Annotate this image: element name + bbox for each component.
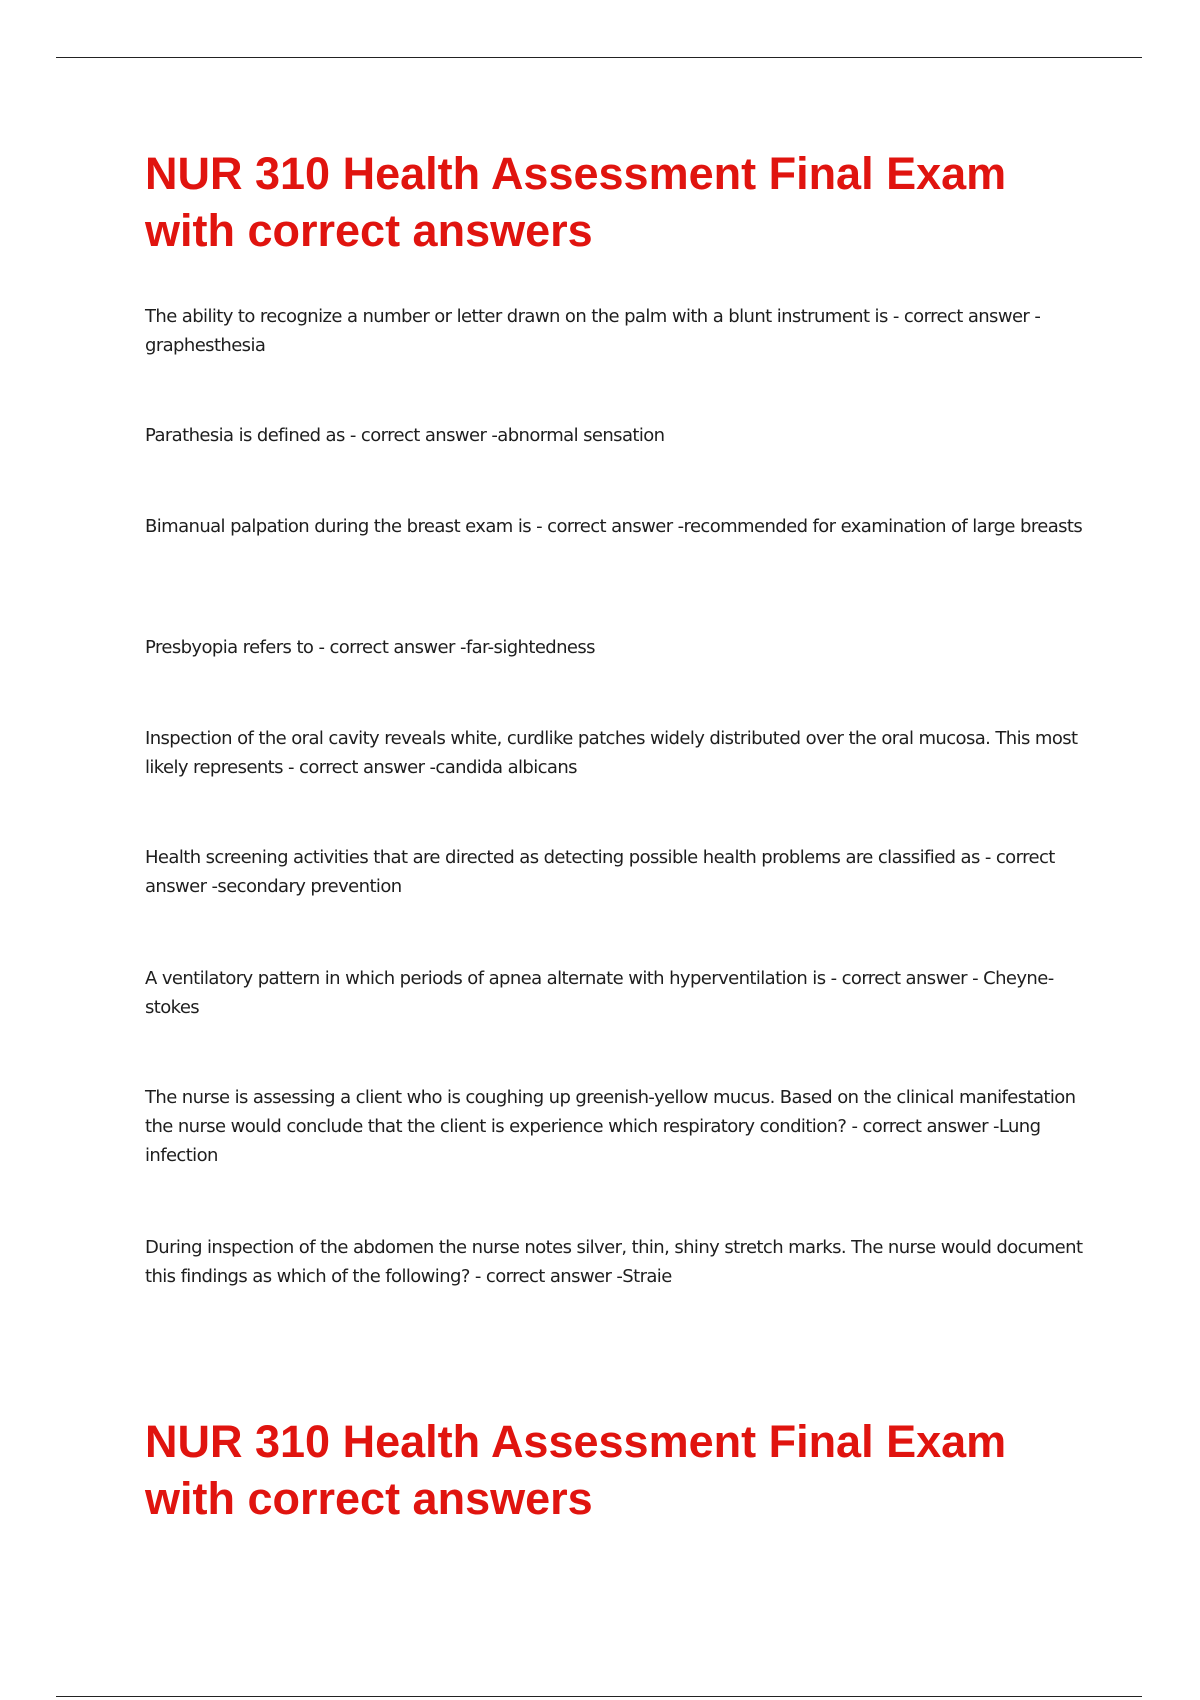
question-answer-7: A ventilatory pattern in which periods of apnea alternate with hyperventilation is - correct answer - Cheyne-stokes	[145, 968, 1054, 1018]
question-answer-5: Inspection of the oral cavity reveals white, curdlike patches widely distributed over the oral mucosa. This most likely represents - correct answer -candida albicans	[145, 728, 1078, 778]
question-answer-6: Health screening activities that are directed as detecting possible health problems are classified as - correct answer -secondary prevention	[145, 847, 1055, 897]
question-answer-4: Presbyopia refers to - correct answer -far-sightedness	[145, 637, 595, 658]
header-rule	[56, 57, 1142, 58]
footer-rule	[56, 1696, 1142, 1697]
question-answer-3: Bimanual palpation during the breast exam is - correct answer -recommended for examination of large breasts	[145, 516, 1083, 537]
question-answer-8: The nurse is assessing a client who is coughing up greenish-yellow mucus. Based on the clinical manifestation the nurse would conclude that the client is experience which respiratory condition? - correct answer -Lung infection	[145, 1087, 1076, 1166]
document-title-repeat: NUR 310 Health Assessment Final Exam with correct answers	[145, 1416, 1007, 1524]
question-answer-2: Parathesia is defined as - correct answer -abnormal sensation	[145, 425, 665, 446]
question-answer-1: The ability to recognize a number or letter drawn on the palm with a blunt instrument is - correct answer -graphesthesia	[145, 306, 1041, 356]
question-answer-9: During inspection of the abdomen the nurse notes silver, thin, shiny stretch marks. The nurse would document this findings as which of the following? - correct answer -Straie	[145, 1237, 1083, 1287]
document-title: NUR 310 Health Assessment Final Exam with correct answers	[145, 148, 1007, 256]
